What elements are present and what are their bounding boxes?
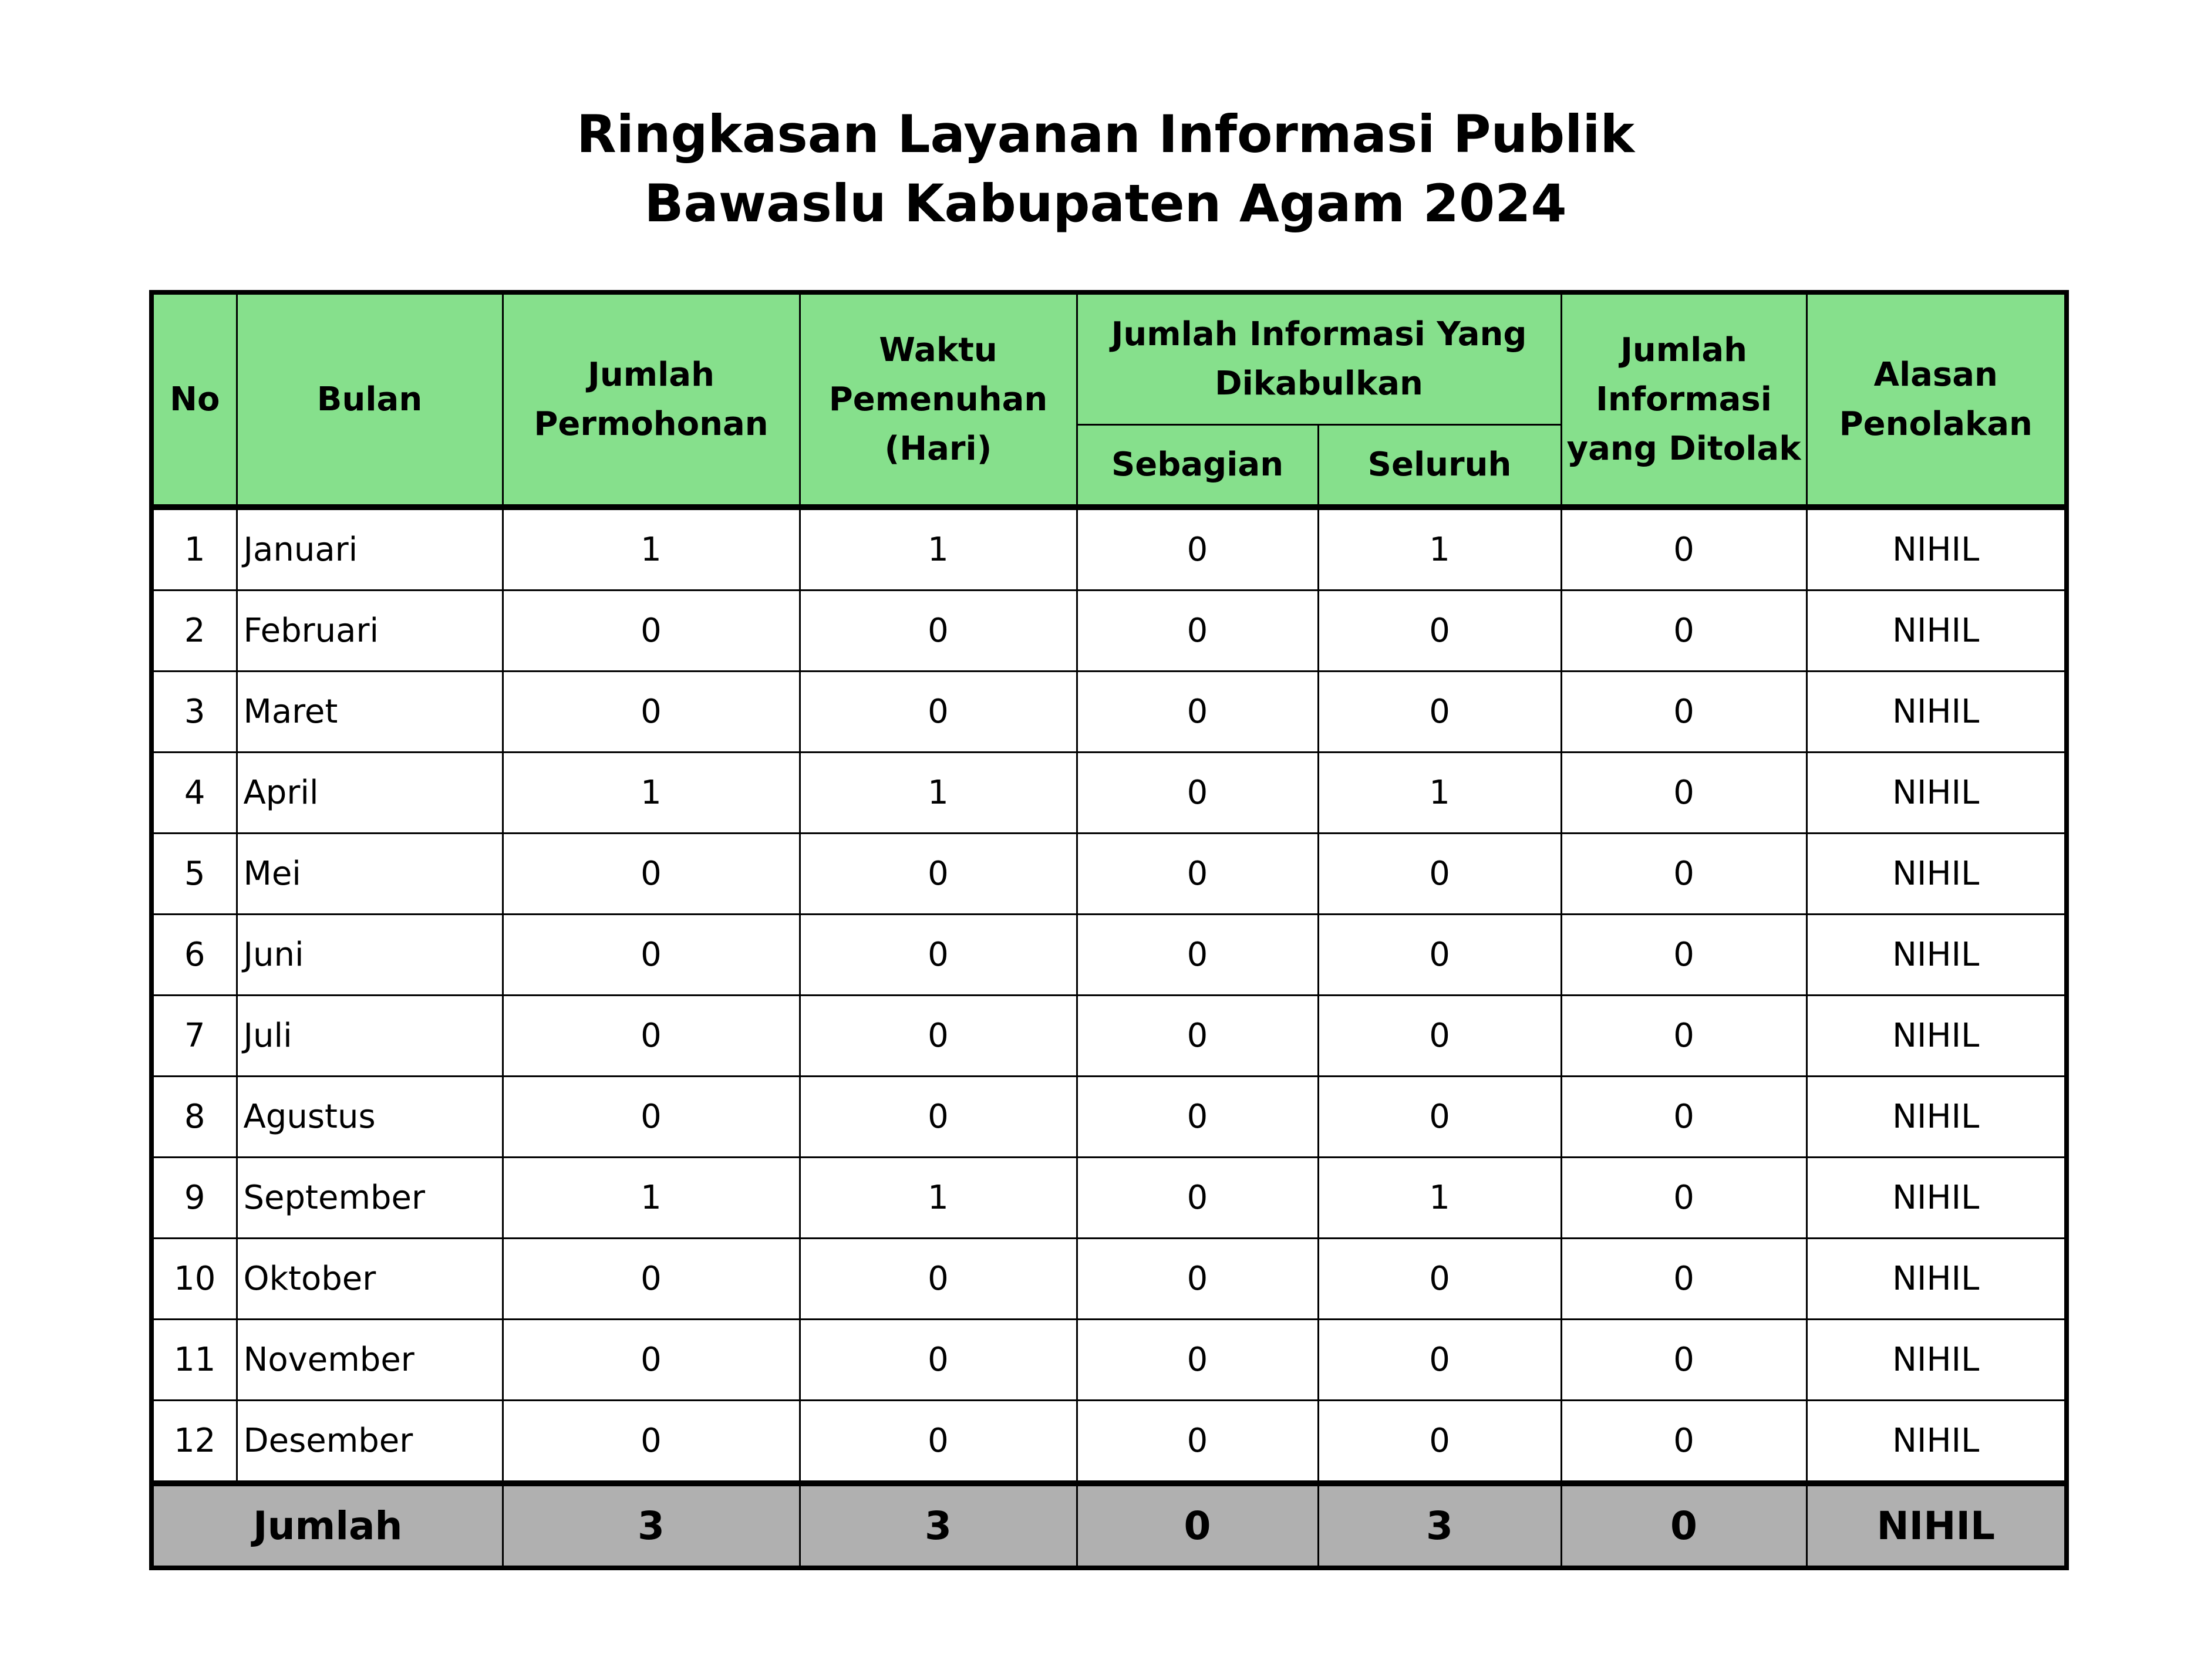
- table-row: [151, 996, 2067, 1077]
- cell-seluruh: 0: [1318, 1077, 1561, 1158]
- cell-bulan: Juli: [237, 996, 503, 1077]
- cell-waktu: 0: [800, 834, 1077, 915]
- table-row: [151, 507, 2067, 591]
- header-ditolak: Jumlah Informasi yang Ditolak: [1561, 292, 1806, 507]
- cell-permohonan: 0: [503, 1401, 800, 1484]
- table-row: [151, 1239, 2067, 1320]
- cell-bulan: April: [237, 753, 503, 834]
- cell-sebagian: 0: [1077, 1158, 1318, 1239]
- cell-ditolak: 0: [1561, 672, 1806, 753]
- cell-sebagian: 0: [1077, 507, 1318, 591]
- cell-alasan: NIHIL: [1806, 1158, 2067, 1239]
- cell-sebagian: 0: [1077, 1401, 1318, 1484]
- title-line-2: Bawaslu Kabupaten Agam 2024: [644, 173, 1567, 234]
- cell-no: 5: [151, 834, 237, 915]
- cell-ditolak: 0: [1561, 1077, 1806, 1158]
- cell-sebagian: 0: [1077, 753, 1318, 834]
- header-waktu-pemenuhan: Waktu Pemenuhan (Hari): [800, 292, 1077, 507]
- cell-waktu: 0: [800, 672, 1077, 753]
- cell-waktu: 0: [800, 1239, 1077, 1320]
- cell-bulan: Februari: [237, 591, 503, 672]
- table-row: [151, 753, 2067, 834]
- cell-permohonan: 0: [503, 1320, 800, 1401]
- cell-no: 3: [151, 672, 237, 753]
- total-label: Jumlah: [151, 1483, 503, 1568]
- cell-waktu: 0: [800, 1320, 1077, 1401]
- cell-seluruh: 0: [1318, 1320, 1561, 1401]
- total-row: [151, 1483, 2067, 1568]
- table-row: [151, 591, 2067, 672]
- total-waktu: 3: [800, 1483, 1077, 1568]
- page-title: [0, 100, 2211, 238]
- cell-permohonan: 0: [503, 672, 800, 753]
- cell-sebagian: 0: [1077, 996, 1318, 1077]
- cell-permohonan: 0: [503, 834, 800, 915]
- cell-permohonan: 1: [503, 753, 800, 834]
- header-sebagian: Sebagian: [1077, 425, 1318, 508]
- cell-no: 1: [151, 507, 237, 591]
- cell-permohonan: 1: [503, 507, 800, 591]
- cell-ditolak: 0: [1561, 753, 1806, 834]
- cell-alasan: NIHIL: [1806, 753, 2067, 834]
- total-sebagian: 0: [1077, 1483, 1318, 1568]
- cell-bulan: Oktober: [237, 1239, 503, 1320]
- cell-waktu: 1: [800, 1158, 1077, 1239]
- cell-waktu: 1: [800, 753, 1077, 834]
- cell-alasan: NIHIL: [1806, 834, 2067, 915]
- cell-seluruh: 1: [1318, 1158, 1561, 1239]
- cell-seluruh: 0: [1318, 834, 1561, 915]
- cell-permohonan: 0: [503, 1077, 800, 1158]
- cell-seluruh: 0: [1318, 672, 1561, 753]
- cell-alasan: NIHIL: [1806, 591, 2067, 672]
- cell-ditolak: 0: [1561, 834, 1806, 915]
- table-row: [151, 1401, 2067, 1484]
- cell-ditolak: 0: [1561, 1158, 1806, 1239]
- cell-bulan: November: [237, 1320, 503, 1401]
- table-row: [151, 672, 2067, 753]
- cell-seluruh: 0: [1318, 996, 1561, 1077]
- cell-sebagian: 0: [1077, 915, 1318, 996]
- cell-ditolak: 0: [1561, 915, 1806, 996]
- cell-ditolak: 0: [1561, 996, 1806, 1077]
- cell-sebagian: 0: [1077, 591, 1318, 672]
- cell-seluruh: 0: [1318, 1401, 1561, 1484]
- cell-waktu: 0: [800, 915, 1077, 996]
- cell-bulan: Agustus: [237, 1077, 503, 1158]
- cell-no: 9: [151, 1158, 237, 1239]
- cell-permohonan: 0: [503, 996, 800, 1077]
- total-seluruh: 3: [1318, 1483, 1561, 1568]
- cell-sebagian: 0: [1077, 1077, 1318, 1158]
- cell-waktu: 0: [800, 591, 1077, 672]
- cell-bulan: Juni: [237, 915, 503, 996]
- cell-alasan: NIHIL: [1806, 507, 2067, 591]
- cell-alasan: NIHIL: [1806, 672, 2067, 753]
- cell-seluruh: 0: [1318, 915, 1561, 996]
- table-row: [151, 915, 2067, 996]
- cell-permohonan: 1: [503, 1158, 800, 1239]
- cell-sebagian: 0: [1077, 1239, 1318, 1320]
- cell-seluruh: 0: [1318, 1239, 1561, 1320]
- cell-alasan: NIHIL: [1806, 915, 2067, 996]
- cell-no: 11: [151, 1320, 237, 1401]
- header-seluruh: Seluruh: [1318, 425, 1561, 508]
- header-bulan: Bulan: [237, 292, 503, 507]
- cell-waktu: 0: [800, 996, 1077, 1077]
- cell-no: 4: [151, 753, 237, 834]
- header-dikabulkan: Jumlah Informasi Yang Dikabulkan: [1077, 292, 1561, 425]
- cell-waktu: 1: [800, 507, 1077, 591]
- cell-no: 12: [151, 1401, 237, 1484]
- cell-seluruh: 1: [1318, 753, 1561, 834]
- cell-ditolak: 0: [1561, 1239, 1806, 1320]
- cell-no: 8: [151, 1077, 237, 1158]
- cell-ditolak: 0: [1561, 1320, 1806, 1401]
- cell-no: 6: [151, 915, 237, 996]
- cell-bulan: September: [237, 1158, 503, 1239]
- cell-permohonan: 0: [503, 591, 800, 672]
- cell-seluruh: 1: [1318, 507, 1561, 591]
- cell-alasan: NIHIL: [1806, 1401, 2067, 1484]
- table-row: [151, 834, 2067, 915]
- total-permohonan: 3: [503, 1483, 800, 1568]
- cell-sebagian: 0: [1077, 834, 1318, 915]
- table-row: [151, 1158, 2067, 1239]
- total-ditolak: 0: [1561, 1483, 1806, 1568]
- cell-permohonan: 0: [503, 1239, 800, 1320]
- cell-bulan: Maret: [237, 672, 503, 753]
- cell-permohonan: 0: [503, 915, 800, 996]
- table-row: [151, 1077, 2067, 1158]
- cell-sebagian: 0: [1077, 672, 1318, 753]
- total-alasan: NIHIL: [1806, 1483, 2067, 1568]
- cell-ditolak: 0: [1561, 591, 1806, 672]
- summary-table: [149, 290, 2069, 1570]
- cell-alasan: NIHIL: [1806, 1077, 2067, 1158]
- cell-waktu: 0: [800, 1401, 1077, 1484]
- cell-no: 2: [151, 591, 237, 672]
- table-row: [151, 1320, 2067, 1401]
- cell-bulan: Desember: [237, 1401, 503, 1484]
- header-alasan-penolakan: Alasan Penolakan: [1806, 292, 2067, 507]
- cell-no: 7: [151, 996, 237, 1077]
- cell-ditolak: 0: [1561, 507, 1806, 591]
- header-jumlah-permohonan: Jumlah Permohonan: [503, 292, 800, 507]
- header-no: No: [151, 292, 237, 507]
- cell-sebagian: 0: [1077, 1320, 1318, 1401]
- cell-alasan: NIHIL: [1806, 1239, 2067, 1320]
- cell-alasan: NIHIL: [1806, 1320, 2067, 1401]
- cell-bulan: Januari: [237, 507, 503, 591]
- title-line-1: Ringkasan Layanan Informasi Publik: [576, 104, 1635, 164]
- cell-alasan: NIHIL: [1806, 996, 2067, 1077]
- cell-no: 10: [151, 1239, 237, 1320]
- cell-waktu: 0: [800, 1077, 1077, 1158]
- cell-seluruh: 0: [1318, 591, 1561, 672]
- cell-ditolak: 0: [1561, 1401, 1806, 1484]
- cell-bulan: Mei: [237, 834, 503, 915]
